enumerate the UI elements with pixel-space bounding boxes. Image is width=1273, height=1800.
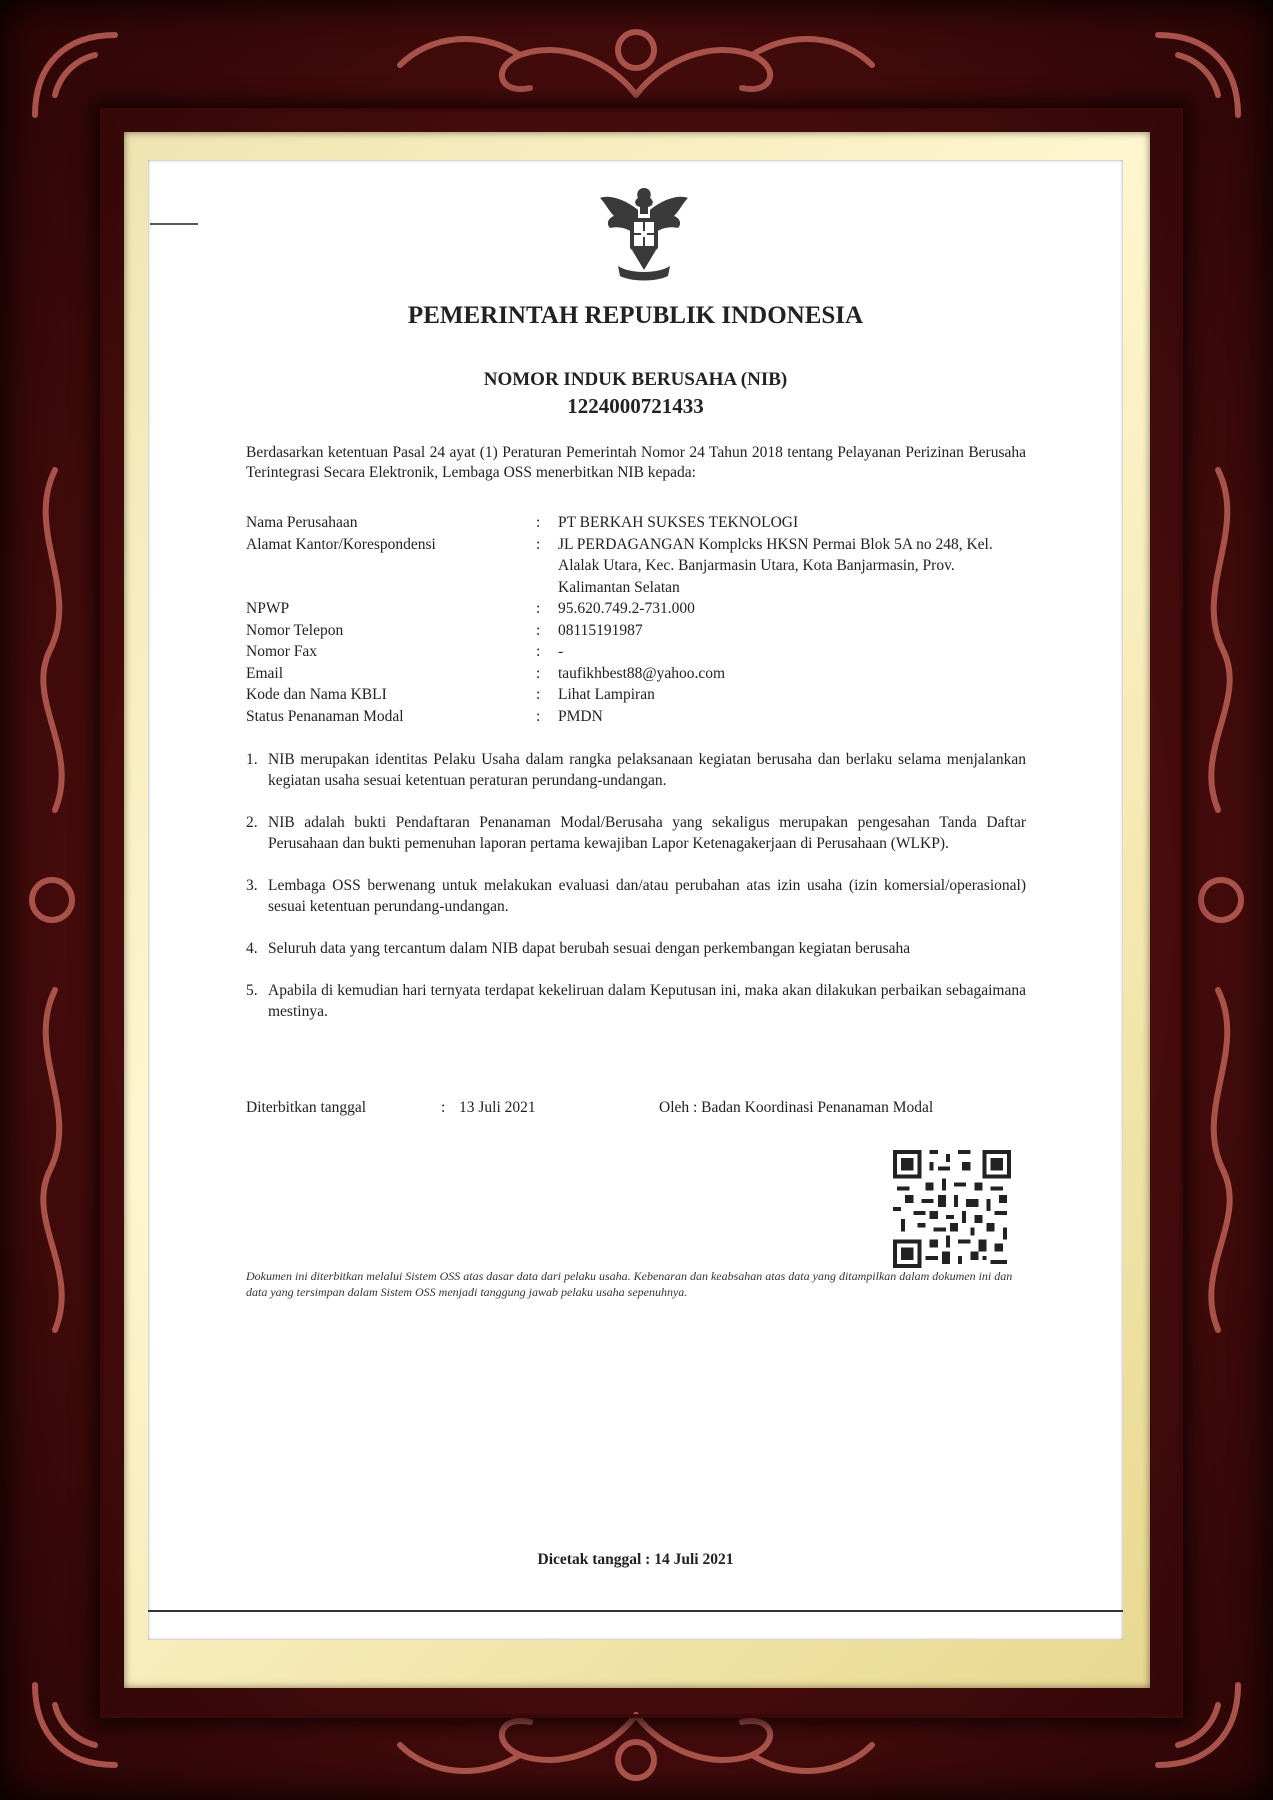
intro-paragraph: Berdasarkan ketentuan Pasal 24 ayat (1) Peraturan Pemerintah Nomor 24 Tahun 2018 tentang Pelayanan Perizinan Berusaha Terintegrasi Secara Elektronik, Lembaga OSS menerbitkan NIB kepada: (246, 444, 1026, 481)
field-label: Nomor Fax (246, 643, 318, 660)
field-value: 95.620.749.2-731.000 (558, 600, 695, 617)
list-item (246, 875, 1026, 917)
scan-mark (150, 223, 198, 225)
qr-code-icon (893, 1150, 1011, 1268)
field-row-investment-status (246, 706, 1026, 728)
nib-number: 1224000721433 (567, 394, 704, 418)
field-row-address (246, 534, 1026, 599)
note-text: Seluruh data yang tercantum dalam NIB dapat berubah sesuai dengan perkembangan kegiatan berusaha (268, 940, 911, 957)
field-colon: : (536, 643, 541, 660)
frame-ornament-bottom-icon (380, 1705, 893, 1800)
field-value: Lihat Lampiran (558, 686, 655, 703)
field-label: NPWP (246, 600, 290, 617)
list-item (246, 980, 1026, 1022)
field-colon: : (536, 514, 541, 531)
list-item (246, 812, 1026, 854)
field-value: PT BERKAH SUKSES TEKNOLOGI (558, 514, 799, 531)
disclaimer: Dokumen ini diterbitkan melalui Sistem OSS atas dasar data dari pelaku usaha. Kebenaran dan keabsahan atas data yang ditampilkan dalam dokumen ini dan data yang tersimpan dalam Sistem OSS menjadi tanggung jawab pelaku usaha sepenuhnya. (246, 1269, 1013, 1299)
field-row-fax (246, 641, 1026, 663)
note-text: Lembaga OSS berwenang untuk melakukan evaluasi dan/atau perubahan atas izin usaha (izin komersial/operasional) sesuai ketentuan perundang-undangan. (268, 877, 1026, 915)
government-title: PEMERINTAH REPUBLIK INDONESIA (407, 302, 864, 329)
issued-by: Oleh : Badan Koordinasi Penanaman Modal (659, 1099, 934, 1116)
field-colon: : (536, 664, 541, 682)
nib-title: NOMOR INDUK BERUSAHA (NIB) (483, 369, 788, 390)
note-text: NIB merupakan identitas Pelaku Usaha dalam rangka pelaksanaan kegiatan berusaha dan berlaku selama menjalankan kegiatan usaha sesuai ketentuan peraturan perundang-undangan. (268, 751, 1026, 789)
field-label: Email (246, 664, 284, 682)
list-item (246, 938, 1026, 959)
field-value: taufikhbest88@yahoo.com (558, 664, 726, 682)
field-row-company-name (246, 512, 1026, 534)
field-label: Status Penanaman Modal (246, 707, 404, 725)
note-text: Apabila di kemudian hari ternyata terdapat kekeliruan dalam Keputusan ini, maka akan dilakukan perbaikan sebagaimana mestinya. (268, 982, 1026, 1020)
frame-ornament-left-icon (10, 450, 95, 1350)
issued-colon: : (441, 1099, 446, 1116)
field-colon: : (536, 600, 541, 617)
note-number: 3. (246, 877, 258, 894)
field-colon: : (536, 535, 541, 553)
field-value: JL PERDAGANGAN Komplcks HKSN Permai Blok 5A no 248, Kel. Alalak Utara, Kec. Banjarmasin Utara, Kota Banjarmasin, Prov. Kalimantan Selatan (558, 535, 993, 596)
note-number: 1. (246, 751, 258, 768)
field-value: PMDN (558, 707, 603, 725)
field-row-npwp (246, 598, 1026, 620)
field-label: Kode dan Nama KBLI (246, 686, 387, 703)
notes-list (246, 749, 1026, 1043)
note-number: 5. (246, 982, 258, 999)
note-number: 4. (246, 940, 258, 957)
field-row-kbli (246, 684, 1026, 706)
list-item (246, 749, 1026, 791)
frame-ornament-top-icon (380, 10, 893, 105)
scan-bottom-line (148, 1610, 1123, 1612)
field-value: 08115191987 (558, 621, 643, 639)
field-colon: : (536, 621, 541, 639)
issued-row (246, 1099, 1006, 1117)
field-row-phone (246, 620, 1026, 642)
field-value: - (558, 643, 564, 660)
frame-ornament-right-icon (1178, 450, 1263, 1350)
issued-date: 13 Juli 2021 (459, 1099, 536, 1116)
field-label: Alamat Kantor/Korespondensi (246, 535, 436, 553)
field-label: Nama Perusahaan (246, 514, 358, 531)
certificate-paper (148, 160, 1123, 1640)
field-label: Nomor Telepon (246, 621, 344, 639)
issued-label: Diterbitkan tanggal (246, 1099, 367, 1116)
field-colon: : (536, 686, 541, 703)
note-number: 2. (246, 814, 258, 831)
printed-date: Dicetak tanggal : 14 Juli 2021 (537, 1551, 734, 1568)
field-colon: : (536, 707, 541, 725)
field-row-email (246, 663, 1026, 685)
note-text: NIB adalah bukti Pendaftaran Penanaman Modal/Berusaha yang sekaligus merupakan pengesahan Tanda Daftar Perusahaan dan bukti pemenuhan laporan pertama kewajiban Lapor Ketenagakerjaan di Perusahaan (WLKP). (268, 814, 1026, 852)
garuda-emblem-icon (596, 180, 692, 284)
company-fields (246, 512, 1026, 727)
